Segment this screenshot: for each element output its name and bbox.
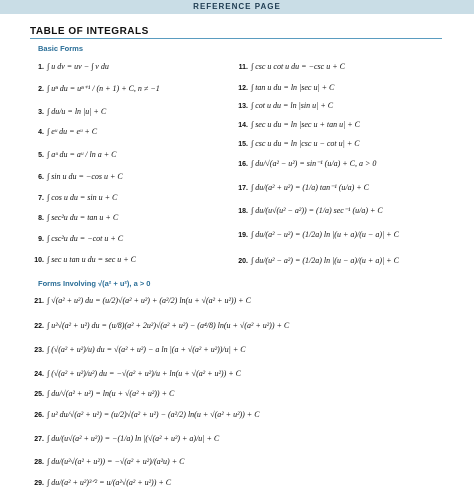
formula-expression: ∫ u² du/√(a² + u²) = (u/2)√(a² + u²) − (a²/2) ln(u + √(a² + u²)) + C [47,410,260,419]
formula-number: 20. [238,258,248,265]
section-basic-forms: Basic Forms [38,44,84,53]
formula-expression: ∫ du/u = ln |u| + C [47,107,107,116]
formula-number: 12. [238,85,248,92]
formula-expression: ∫ sec u tan u du = sec u + C [47,255,136,264]
formula-number: 6. [38,174,44,181]
formula-number: 5. [38,152,44,159]
formula-5 [30,150,116,161]
formula-expression: ∫ sin u du = −cos u + C [47,172,123,181]
formula-number: 18. [238,208,248,215]
formula-24 [30,369,241,380]
formula-number: 2. [38,86,44,93]
title-divider [30,38,442,39]
formula-7 [30,193,117,204]
formula-number: 15. [238,141,248,148]
formula-expression: ∫ du/(a² − u²) = (1/2a) ln |(u + a)/(u − a)| + C [251,230,399,239]
formula-25 [30,389,174,400]
formula-13 [232,101,333,112]
formula-3 [30,107,106,118]
formula-expression: ∫ cos u du = sin u + C [47,193,118,202]
formula-23 [30,345,246,356]
formula-expression: ∫ tan u du = ln |sec u| + C [251,83,335,92]
formula-1 [30,62,109,73]
formula-29 [30,478,171,489]
formula-expression: ∫ sec²u du = tan u + C [47,213,119,222]
formula-expression: ∫ cot u du = ln |sin u| + C [251,101,334,110]
formula-number: 10. [34,257,44,264]
formula-expression: ∫ u dv = uv − ∫ v du [47,62,109,71]
formula-expression: ∫ du/(u√(u² − a²)) = (1/a) sec⁻¹ (u/a) + C [251,206,383,215]
formula-15 [232,139,360,150]
formula-expression: ∫ du/(u√(a² + u²)) = −(1/a) ln |(√(a² + u²) + a)/u| + C [47,434,220,443]
formula-expression: ∫ csc u du = ln |csc u − cot u| + C [251,139,360,148]
formula-8 [30,213,118,224]
formula-expression: ∫ eᵘ du = eᵘ + C [47,127,98,136]
formula-expression: ∫ csc²u du = −cot u + C [47,234,124,243]
formula-expression: ∫ du/√(a² + u²) = ln(u + √(a² + u²)) + C [47,389,175,398]
formula-2 [30,84,160,95]
formula-number: 11. [238,64,248,71]
formula-number: 23. [34,347,44,354]
formula-number: 24. [34,371,44,378]
formula-22 [30,321,289,332]
formula-26 [30,410,260,421]
formula-number: 27. [34,436,44,443]
formula-number: 7. [38,195,44,202]
formula-expression: ∫ (√(a² + u²)/u²) du = −√(a² + u²)/u + ln(u + √(a² + u²)) + C [47,369,241,378]
page-title: TABLE OF INTEGRALS [30,26,149,37]
formula-10 [30,255,136,266]
formula-12 [232,83,334,94]
formula-14 [232,120,360,131]
formula-expression: ∫ csc u cot u du = −csc u + C [251,62,345,71]
formula-number: 9. [38,236,44,243]
formula-expression: ∫ (√(a² + u²)/u) du = √(a² + u²) − a ln |(a + √(a² + u²))/u| + C [47,345,246,354]
formula-17 [232,183,369,194]
formula-number: 29. [34,480,44,487]
formula-number: 22. [34,323,44,330]
formula-number: 17. [238,185,248,192]
formula-number: 4. [38,129,44,136]
formula-number: 19. [238,232,248,239]
formula-4 [30,127,97,138]
formula-18 [232,206,383,217]
formula-number: 28. [34,459,44,466]
formula-number: 14. [238,122,248,129]
formula-20 [232,256,399,267]
formula-19 [232,230,399,241]
formula-expression: ∫ sec u du = ln |sec u + tan u| + C [251,120,360,129]
formula-21 [30,296,251,307]
formula-expression: ∫ du/(a² + u²)³ᐟ² = u/(a²√(a² + u²)) + C [47,478,172,487]
formula-27 [30,434,219,445]
formula-expression: ∫ aᵘ du = aᵘ / ln a + C [47,150,117,159]
formula-16 [232,159,376,170]
header-label: REFERENCE PAGE [193,2,281,11]
formula-6 [30,172,123,183]
formula-number: 16. [238,161,248,168]
section-forms-sqrt: Forms Involving √(a² + u²), a > 0 [38,279,151,288]
formula-number: 1. [38,64,44,71]
formula-expression: ∫ du/(u²√(a² + u²)) = −√(a² + u²)/(a²u) + C [47,457,185,466]
formula-number: 21. [34,298,44,305]
formula-expression: ∫ √(a² + u²) du = (u/2)√(a² + u²) + (a²/2) ln(u + √(a² + u²)) + C [47,296,251,305]
formula-number: 3. [38,109,44,116]
formula-number: 26. [34,412,44,419]
formula-9 [30,234,123,245]
formula-number: 25. [34,391,44,398]
formula-number: 8. [38,215,44,222]
formula-28 [30,457,184,468]
formula-expression: ∫ du/√(a² − u²) = sin⁻¹ (u/a) + C, a > 0 [251,159,377,168]
formula-expression: ∫ du/(u² − a²) = (1/2a) ln |(u − a)/(u + a)| + C [251,256,399,265]
formula-expression: ∫ du/(a² + u²) = (1/a) tan⁻¹ (u/a) + C [251,183,370,192]
formula-11 [232,62,345,73]
formula-expression: ∫ uⁿ du = uⁿ⁺¹ / (n + 1) + C, n ≠ −1 [47,84,160,93]
formula-expression: ∫ u²√(a² + u²) du = (u/8)(a² + 2u²)√(a² + u²) − (a⁴/8) ln(u + √(a² + u²)) + C [47,321,290,330]
formula-number: 13. [238,103,248,110]
